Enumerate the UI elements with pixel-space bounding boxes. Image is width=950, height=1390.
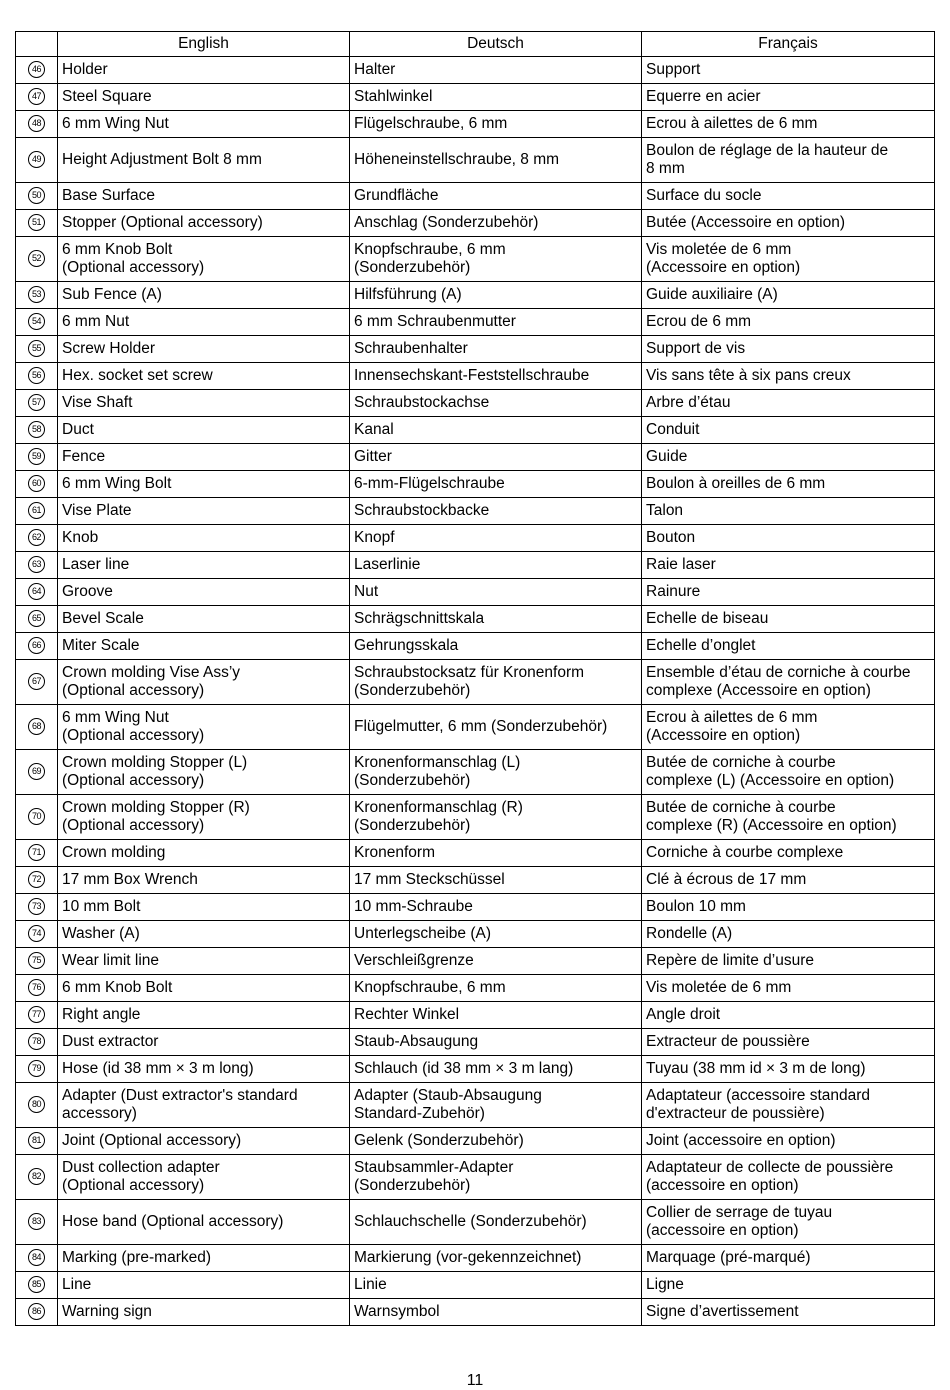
english-cell: Crown molding Stopper (R) (Optional accessory) [58,795,350,840]
deutsch-cell: Innensechskant-Feststellschraube [350,363,642,390]
deutsch-cell: Adapter (Staub-Absaugung Standard-Zubehör) [350,1083,642,1128]
item-number-cell [16,111,58,138]
table-row [16,705,935,750]
item-number-badge: 48 [28,115,45,132]
english-cell: Miter Scale [58,633,350,660]
english-cell: Hose band (Optional accessory) [58,1200,350,1245]
francais-cell: Raie laser [642,552,935,579]
francais-cell: Ecrou de 6 mm [642,309,935,336]
deutsch-cell: Kronenformanschlag (L) (Sonderzubehör) [350,750,642,795]
item-number-cell [16,1083,58,1128]
table-row [16,282,935,309]
deutsch-cell: Schraubenhalter [350,336,642,363]
table-row [16,1002,935,1029]
item-number-cell [16,309,58,336]
table-row [16,57,935,84]
item-number-badge: 58 [28,421,45,438]
table-row [16,138,935,183]
english-cell: 6 mm Knob Bolt [58,975,350,1002]
header-english: English [58,32,350,57]
english-cell: Duct [58,417,350,444]
item-number-cell [16,237,58,282]
item-number-cell [16,84,58,111]
english-cell: Wear limit line [58,948,350,975]
deutsch-cell: 10 mm-Schraube [350,894,642,921]
table-row [16,1083,935,1128]
table-row [16,660,935,705]
item-number-cell [16,444,58,471]
item-number-cell [16,282,58,309]
english-cell: 10 mm Bolt [58,894,350,921]
item-number-badge: 84 [28,1249,45,1266]
deutsch-cell: Schraubstockbacke [350,498,642,525]
francais-cell: Ligne [642,1272,935,1299]
english-cell: Screw Holder [58,336,350,363]
francais-cell: Angle droit [642,1002,935,1029]
item-number-badge: 56 [28,367,45,384]
francais-cell: Adaptateur (accessoire standard d'extracteur de poussière) [642,1083,935,1128]
deutsch-cell: Rechter Winkel [350,1002,642,1029]
table-row [16,840,935,867]
item-number-badge: 60 [28,475,45,492]
english-cell: Groove [58,579,350,606]
item-number-badge: 83 [28,1213,45,1230]
item-number-cell [16,57,58,84]
english-cell: Fence [58,444,350,471]
deutsch-cell: Flügelmutter, 6 mm (Sonderzubehör) [350,705,642,750]
item-number-badge: 52 [28,250,45,267]
francais-cell: Vis moletée de 6 mm (Accessoire en option) [642,237,935,282]
item-number-badge: 66 [28,637,45,654]
table-row [16,1029,935,1056]
parts-table [15,31,935,1326]
table-row [16,498,935,525]
table-row [16,1299,935,1326]
item-number-badge: 80 [28,1096,45,1113]
francais-cell: Extracteur de poussière [642,1029,935,1056]
english-cell: Height Adjustment Bolt 8 mm [58,138,350,183]
table-row [16,921,935,948]
item-number-badge: 55 [28,340,45,357]
item-number-badge: 74 [28,925,45,942]
item-number-cell [16,552,58,579]
english-cell: Laser line [58,552,350,579]
francais-cell: Clé à écrous de 17 mm [642,867,935,894]
item-number-badge: 69 [28,763,45,780]
francais-cell: Bouton [642,525,935,552]
deutsch-cell: Kronenformanschlag (R) (Sonderzubehör) [350,795,642,840]
deutsch-cell: Gitter [350,444,642,471]
item-number-badge: 61 [28,502,45,519]
francais-cell: Equerre en acier [642,84,935,111]
deutsch-cell: Knopfschraube, 6 mm [350,975,642,1002]
table-row [16,894,935,921]
item-number-badge: 57 [28,394,45,411]
deutsch-cell: Linie [350,1272,642,1299]
item-number-cell [16,1299,58,1326]
francais-cell: Vis moletée de 6 mm [642,975,935,1002]
english-cell: 6 mm Knob Bolt (Optional accessory) [58,237,350,282]
table-row [16,795,935,840]
deutsch-cell: Knopfschraube, 6 mm (Sonderzubehör) [350,237,642,282]
english-cell: Vise Plate [58,498,350,525]
deutsch-cell: Staubsammler-Adapter (Sonderzubehör) [350,1155,642,1200]
deutsch-cell: Gehrungsskala [350,633,642,660]
table-row [16,237,935,282]
item-number-cell [16,606,58,633]
francais-cell: Guide [642,444,935,471]
table-header [16,32,935,57]
english-cell: Line [58,1272,350,1299]
table-body [16,57,935,1326]
english-cell: Holder [58,57,350,84]
english-cell: 17 mm Box Wrench [58,867,350,894]
item-number-cell [16,894,58,921]
table-row [16,309,935,336]
francais-cell: Vis sans tête à six pans creux [642,363,935,390]
item-number-cell [16,840,58,867]
english-cell: Base Surface [58,183,350,210]
page-number: 11 [466,1372,484,1389]
item-number-cell [16,336,58,363]
francais-cell: Boulon de réglage de la hauteur de 8 mm [642,138,935,183]
francais-cell: Talon [642,498,935,525]
english-cell: Crown molding Vise Ass’y (Optional accessory) [58,660,350,705]
deutsch-cell: 17 mm Steckschüssel [350,867,642,894]
deutsch-cell: Hilfsführung (A) [350,282,642,309]
table-row [16,1128,935,1155]
deutsch-cell: 6-mm-Flügelschraube [350,471,642,498]
deutsch-cell: Knopf [350,525,642,552]
item-number-cell [16,1272,58,1299]
item-number-badge: 63 [28,556,45,573]
deutsch-cell: Halter [350,57,642,84]
header-number [16,32,58,57]
item-number-badge: 78 [28,1033,45,1050]
item-number-cell [16,975,58,1002]
table-row [16,552,935,579]
table-row [16,579,935,606]
english-cell: Dust extractor [58,1029,350,1056]
item-number-badge: 82 [28,1168,45,1185]
english-cell: Washer (A) [58,921,350,948]
table-row [16,336,935,363]
table-row [16,183,935,210]
francais-cell: Adaptateur de collecte de poussière (accessoire en option) [642,1155,935,1200]
item-number-badge: 50 [28,187,45,204]
francais-cell: Boulon 10 mm [642,894,935,921]
english-cell: Marking (pre-marked) [58,1245,350,1272]
table-row [16,975,935,1002]
english-cell: Adapter (Dust extractor's standard accessory) [58,1083,350,1128]
item-number-badge: 59 [28,448,45,465]
item-number-cell [16,1128,58,1155]
deutsch-cell: Schrägschnittskala [350,606,642,633]
francais-cell: Rainure [642,579,935,606]
deutsch-cell: Schraubstocksatz für Kronenform (Sonderzubehör) [350,660,642,705]
francais-cell: Joint (accessoire en option) [642,1128,935,1155]
item-number-badge: 64 [28,583,45,600]
francais-cell: Rondelle (A) [642,921,935,948]
table-row [16,750,935,795]
english-cell: Stopper (Optional accessory) [58,210,350,237]
header-row [16,32,935,57]
header-francais: Français [642,32,935,57]
item-number-cell [16,1029,58,1056]
deutsch-cell: Markierung (vor-gekennzeichnet) [350,1245,642,1272]
item-number-cell [16,948,58,975]
francais-cell: Guide auxiliaire (A) [642,282,935,309]
item-number-cell [16,579,58,606]
francais-cell: Signe d’avertissement [642,1299,935,1326]
english-cell: Crown molding Stopper (L) (Optional accessory) [58,750,350,795]
table-row [16,471,935,498]
english-cell: Hex. socket set screw [58,363,350,390]
item-number-cell [16,921,58,948]
english-cell: 6 mm Nut [58,309,350,336]
deutsch-cell: Staub-Absaugung [350,1029,642,1056]
english-cell: Hose (id 38 mm × 3 m long) [58,1056,350,1083]
table-row [16,417,935,444]
english-cell: 6 mm Wing Nut (Optional accessory) [58,705,350,750]
item-number-cell [16,1245,58,1272]
item-number-badge: 79 [28,1060,45,1077]
table-row [16,1272,935,1299]
table-row [16,948,935,975]
francais-cell: Butée de corniche à courbe complexe (L) (Accessoire en option) [642,750,935,795]
deutsch-cell: Kanal [350,417,642,444]
item-number-badge: 49 [28,151,45,168]
english-cell: Joint (Optional accessory) [58,1128,350,1155]
english-cell: Steel Square [58,84,350,111]
english-cell: Bevel Scale [58,606,350,633]
item-number-badge: 81 [28,1132,45,1149]
item-number-cell [16,867,58,894]
item-number-cell [16,183,58,210]
item-number-badge: 51 [28,214,45,231]
item-number-badge: 77 [28,1006,45,1023]
deutsch-cell: Schlauch (id 38 mm × 3 m lang) [350,1056,642,1083]
deutsch-cell: Anschlag (Sonderzubehör) [350,210,642,237]
item-number-cell [16,1056,58,1083]
item-number-badge: 67 [28,673,45,690]
deutsch-cell: Schlauchschelle (Sonderzubehör) [350,1200,642,1245]
item-number-badge: 85 [28,1276,45,1293]
francais-cell: Echelle d’onglet [642,633,935,660]
table-row [16,111,935,138]
table-row [16,867,935,894]
table-row [16,1155,935,1200]
item-number-badge: 76 [28,979,45,996]
francais-cell: Conduit [642,417,935,444]
table-row [16,363,935,390]
item-number-cell [16,525,58,552]
deutsch-cell: Höheneinstellschraube, 8 mm [350,138,642,183]
item-number-badge: 71 [28,844,45,861]
english-cell: Crown molding [58,840,350,867]
francais-cell: Surface du socle [642,183,935,210]
table-row [16,1245,935,1272]
table-row [16,525,935,552]
table-row [16,606,935,633]
item-number-badge: 70 [28,808,45,825]
table-row [16,444,935,471]
francais-cell: Ecrou à ailettes de 6 mm (Accessoire en option) [642,705,935,750]
item-number-cell [16,210,58,237]
item-number-cell [16,795,58,840]
francais-cell: Repère de limite d’usure [642,948,935,975]
item-number-cell [16,633,58,660]
deutsch-cell: 6 mm Schraubenmutter [350,309,642,336]
table-row [16,390,935,417]
english-cell: Sub Fence (A) [58,282,350,309]
english-cell: 6 mm Wing Nut [58,111,350,138]
english-cell: Dust collection adapter (Optional accessory) [58,1155,350,1200]
item-number-cell [16,750,58,795]
deutsch-cell: Verschleißgrenze [350,948,642,975]
item-number-badge: 68 [28,718,45,735]
item-number-badge: 54 [28,313,45,330]
deutsch-cell: Schraubstockachse [350,390,642,417]
item-number-badge: 75 [28,952,45,969]
table-row [16,84,935,111]
francais-cell: Arbre d’étau [642,390,935,417]
francais-cell: Marquage (pré-marqué) [642,1245,935,1272]
francais-cell: Support [642,57,935,84]
item-number-cell [16,1155,58,1200]
item-number-badge: 47 [28,88,45,105]
francais-cell: Ensemble d’étau de corniche à courbe complexe (Accessoire en option) [642,660,935,705]
item-number-cell [16,363,58,390]
item-number-cell [16,660,58,705]
deutsch-cell: Laserlinie [350,552,642,579]
item-number-cell [16,498,58,525]
francais-cell: Corniche à courbe complexe [642,840,935,867]
item-number-cell [16,1002,58,1029]
english-cell: Warning sign [58,1299,350,1326]
item-number-badge: 86 [28,1303,45,1320]
francais-cell: Boulon à oreilles de 6 mm [642,471,935,498]
item-number-badge: 46 [28,61,45,78]
item-number-cell [16,1200,58,1245]
item-number-cell [16,471,58,498]
deutsch-cell: Grundfläche [350,183,642,210]
francais-cell: Ecrou à ailettes de 6 mm [642,111,935,138]
francais-cell: Butée de corniche à courbe complexe (R) (Accessoire en option) [642,795,935,840]
deutsch-cell: Nut [350,579,642,606]
deutsch-cell: Unterlegscheibe (A) [350,921,642,948]
deutsch-cell: Flügelschraube, 6 mm [350,111,642,138]
item-number-badge: 53 [28,286,45,303]
table-row [16,210,935,237]
francais-cell: Collier de serrage de tuyau (accessoire en option) [642,1200,935,1245]
francais-cell: Butée (Accessoire en option) [642,210,935,237]
deutsch-cell: Stahlwinkel [350,84,642,111]
item-number-cell [16,390,58,417]
francais-cell: Tuyau (38 mm id × 3 m de long) [642,1056,935,1083]
english-cell: 6 mm Wing Bolt [58,471,350,498]
table-row [16,633,935,660]
item-number-cell [16,417,58,444]
table-row [16,1200,935,1245]
english-cell: Right angle [58,1002,350,1029]
deutsch-cell: Warnsymbol [350,1299,642,1326]
item-number-badge: 65 [28,610,45,627]
item-number-badge: 73 [28,898,45,915]
deutsch-cell: Gelenk (Sonderzubehör) [350,1128,642,1155]
item-number-cell [16,705,58,750]
header-deutsch: Deutsch [350,32,642,57]
francais-cell: Echelle de biseau [642,606,935,633]
item-number-badge: 72 [28,871,45,888]
english-cell: Vise Shaft [58,390,350,417]
deutsch-cell: Kronenform [350,840,642,867]
item-number-cell [16,138,58,183]
francais-cell: Support de vis [642,336,935,363]
item-number-badge: 62 [28,529,45,546]
english-cell: Knob [58,525,350,552]
table-row [16,1056,935,1083]
